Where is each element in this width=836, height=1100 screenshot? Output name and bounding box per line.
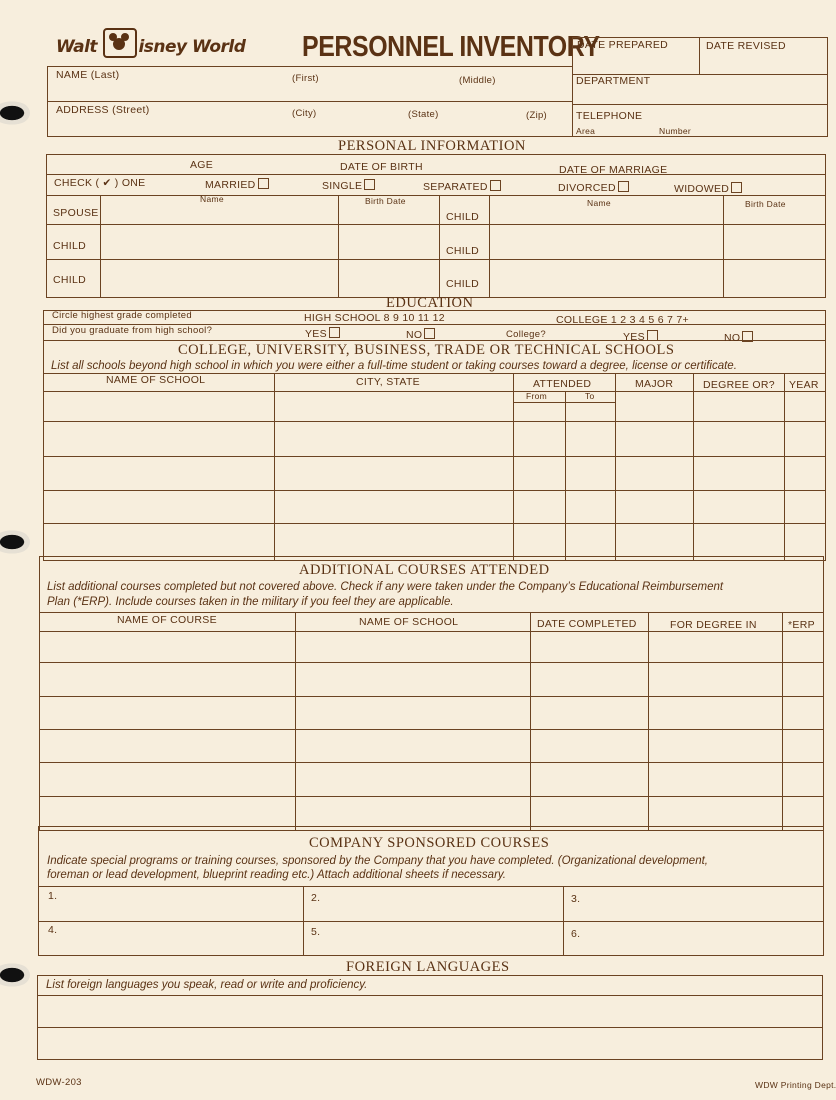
graduate-question: Did you graduate from high school? xyxy=(52,325,213,336)
logo-walt-text: Walt xyxy=(56,37,98,57)
date-prepared-field[interactable] xyxy=(577,54,695,72)
spouse-label: SPOUSE xyxy=(53,207,99,219)
col-year: YEAR xyxy=(789,379,819,391)
child-label: CHILD xyxy=(53,274,87,286)
language-line-1[interactable] xyxy=(44,1000,816,1024)
college-grades: COLLEGE 1 2 3 4 5 6 7 7+ xyxy=(556,314,689,326)
college-no-option[interactable]: NO xyxy=(724,331,753,344)
address-state-label: (State) xyxy=(408,109,439,120)
separated-checkbox[interactable] xyxy=(490,180,501,191)
address-zip-label: (Zip) xyxy=(526,110,548,121)
date-of-marriage-label: DATE OF MARRIAGE xyxy=(559,164,668,176)
punch-hole-middle xyxy=(0,529,30,555)
name-column-label-right: Name xyxy=(587,198,611,208)
schools-title: COLLEGE, UNIVERSITY, BUSINESS, TRADE OR TECHNICAL SCHOOLS xyxy=(178,342,675,358)
sponsored-courses-title: COMPANY SPONSORED COURSES xyxy=(309,835,550,851)
department-field[interactable] xyxy=(576,88,824,103)
printer-credit: WDW Printing Dept. xyxy=(755,1080,836,1090)
address-field[interactable] xyxy=(56,120,566,136)
col-degree: DEGREE OR? xyxy=(703,379,775,391)
divorced-option[interactable]: DIVORCED xyxy=(558,181,629,194)
child-label: CHILD xyxy=(446,245,480,257)
sponsored-course-4: 4. xyxy=(48,924,58,936)
punch-hole-top xyxy=(0,100,30,126)
col-to: To xyxy=(585,391,595,401)
col-city-state: CITY, STATE xyxy=(356,376,420,388)
date-prepared-label: DATE PREPARED xyxy=(577,39,669,51)
col-attended: ATTENDED xyxy=(533,378,592,390)
name-middle-label: (Middle) xyxy=(459,75,496,86)
college-yes-option[interactable]: YES xyxy=(623,330,658,343)
col-erp: *ERP xyxy=(788,619,815,631)
name-last-label: NAME (Last) xyxy=(56,69,120,81)
date-of-birth-label: DATE OF BIRTH xyxy=(340,161,423,173)
punch-hole-bottom xyxy=(0,962,30,988)
sponsored-course-3: 3. xyxy=(571,893,581,905)
child-label: CHILD xyxy=(446,278,480,290)
address-street-label: ADDRESS (Street) xyxy=(56,104,150,116)
col-name-of-course: NAME OF COURSE xyxy=(117,614,217,626)
married-option[interactable]: MARRIED xyxy=(205,178,269,191)
area-label: Area xyxy=(576,126,596,136)
education-title: EDUCATION xyxy=(386,295,474,311)
hs-yes-option[interactable]: YES xyxy=(305,327,340,340)
page-title: PERSONNEL INVENTORY xyxy=(302,31,600,63)
col-from: From xyxy=(526,391,548,401)
additional-courses-title: ADDITIONAL COURSES ATTENDED xyxy=(299,562,550,578)
form-code: WDW-203 xyxy=(36,1077,82,1088)
date-revised-field[interactable] xyxy=(706,54,824,72)
sponsored-course-1-field[interactable] xyxy=(62,900,298,918)
personal-information-title: PERSONAL INFORMATION xyxy=(338,138,526,154)
additional-instructions-1: List additional courses completed but not covered above. Check if any were taken under the Company’s Educational Reimbursement xyxy=(47,581,724,593)
col-major: MAJOR xyxy=(635,378,674,390)
sponsored-instructions-2: foreman or lead development, blueprint reading etc.) Attach additional sheets if necessary. xyxy=(47,869,506,881)
birth-date-column-label: Birth Date xyxy=(365,196,406,206)
college-question: College? xyxy=(506,329,546,340)
sponsored-course-2: 2. xyxy=(311,892,321,904)
married-checkbox[interactable] xyxy=(258,178,269,189)
telephone-label: TELEPHONE xyxy=(576,110,643,122)
sponsored-course-6: 6. xyxy=(571,928,581,940)
sponsored-course-4-field[interactable] xyxy=(62,934,298,952)
single-option[interactable]: SINGLE xyxy=(322,179,375,192)
languages-instructions: List foreign languages you speak, read or write and proficiency. xyxy=(46,979,368,991)
name-column-label: Name xyxy=(200,194,224,204)
date-box xyxy=(572,37,828,137)
name-field[interactable] xyxy=(56,84,566,100)
sponsored-instructions-1: Indicate special programs or training courses, sponsored by the Company that you have completed. (Organizational development, xyxy=(47,855,708,867)
college-yes-checkbox[interactable] xyxy=(647,330,658,341)
col-name-of-school: NAME OF SCHOOL xyxy=(106,374,206,386)
language-line-2[interactable] xyxy=(44,1031,816,1057)
personal-info-box xyxy=(46,154,826,298)
child-label: CHILD xyxy=(446,211,480,223)
circle-grade-label: Circle highest grade completed xyxy=(52,310,192,321)
address-city-label: (City) xyxy=(292,108,317,119)
high-school-grades: HIGH SCHOOL 8 9 10 11 12 xyxy=(304,312,445,324)
sponsored-course-2-field[interactable] xyxy=(325,900,559,918)
walt-disney-world-logo xyxy=(56,28,245,58)
sponsored-course-3-field[interactable] xyxy=(585,900,819,918)
additional-instructions-2: Plan (*ERP). Include courses taken in the military if you feel they are applicable. xyxy=(47,596,454,608)
widowed-option[interactable]: WIDOWED xyxy=(674,182,742,195)
schools-instructions: List all schools beyond high school in which you were either a full-time student or taking courses toward a degree, license or certificate. xyxy=(51,360,737,372)
separated-option[interactable]: SEPARATED xyxy=(423,180,501,193)
check-one-label: CHECK ( ✔ ) ONE xyxy=(54,177,146,189)
date-revised-label: DATE REVISED xyxy=(706,40,786,52)
sponsored-course-1: 1. xyxy=(48,890,58,902)
hs-yes-checkbox[interactable] xyxy=(329,327,340,338)
age-label: AGE xyxy=(190,159,214,171)
hs-no-option[interactable]: NO xyxy=(406,328,435,341)
divorced-checkbox[interactable] xyxy=(618,181,629,192)
col-for-degree-in: FOR DEGREE IN xyxy=(670,619,757,631)
child-label: CHILD xyxy=(53,240,87,252)
birth-date-column-label-right: Birth Date xyxy=(745,199,786,209)
col-course-school: NAME OF SCHOOL xyxy=(359,616,459,628)
sponsored-course-5: 5. xyxy=(311,926,321,938)
sponsored-course-5-field[interactable] xyxy=(325,934,559,952)
hs-no-checkbox[interactable] xyxy=(424,328,435,339)
logo-world-text: isney World xyxy=(138,37,246,57)
department-label: DEPARTMENT xyxy=(576,75,651,87)
foreign-languages-title: FOREIGN LANGUAGES xyxy=(346,959,510,975)
widowed-checkbox[interactable] xyxy=(731,182,742,193)
single-checkbox[interactable] xyxy=(364,179,375,190)
number-label: Number xyxy=(659,126,692,136)
col-date-completed: DATE COMPLETED xyxy=(537,618,637,630)
sponsored-course-6-field[interactable] xyxy=(585,934,819,952)
mickey-d-icon xyxy=(103,28,137,58)
name-first-label: (First) xyxy=(292,73,319,84)
college-no-checkbox[interactable] xyxy=(742,331,753,342)
